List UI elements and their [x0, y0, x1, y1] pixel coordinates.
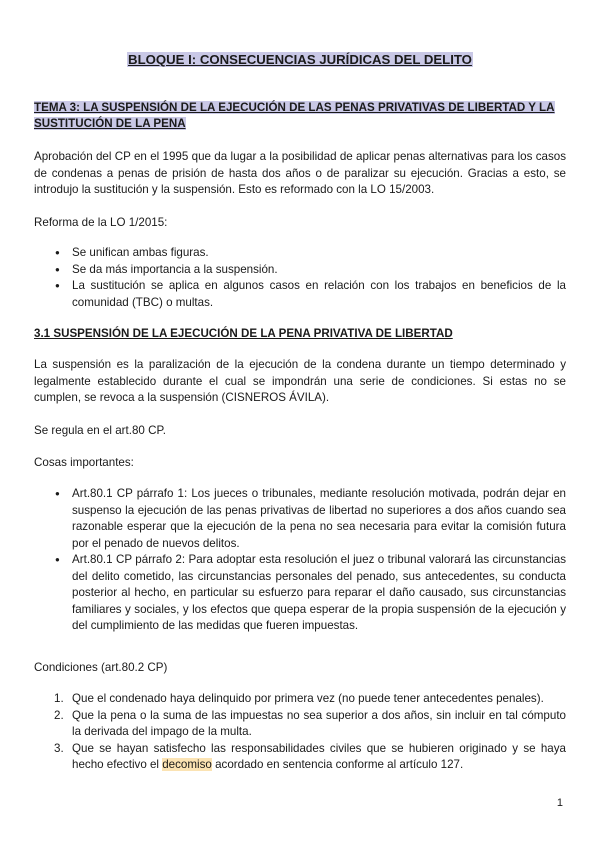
tema-heading: TEMA 3: LA SUSPENSIÓN DE LA EJECUCIÓN DE LAS PENAS PRIVATIVAS DE LIBERTAD Y LA SUSTITUCIÓN DE LA PENA	[34, 101, 555, 130]
block-title: BLOQUE I: CONSECUENCIAS JURÍDICAS DEL DELITO	[128, 52, 472, 67]
highlighted-term: decomiso	[162, 758, 212, 771]
page-number: 1	[556, 797, 563, 809]
reform-list	[72, 245, 566, 311]
suspension-definition: La suspensión es la paralización de la ejecución de la condena durante un tiempo determinado y legalmente establecido durante el cual se impondrán una serie de condiciones. Si estas no se cumplen, se revoca a la suspensión (CISNEROS ÁVILA).	[34, 358, 566, 404]
list-item: ● Art.80.1 CP párrafo 2: Para adoptar esta resolución el juez o tribunal valorará las circunstancias del delito cometido, las circunstancias personales del penado, sus antecedentes, su conducta posterior al hecho, en particular su esfuerzo para reparar el daño causado, sus circunstancias familiares y sociales, y los efectos que quepa esperar de la propia suspensión de la ejecución y del cumplimiento de las medidas que fueren impuestas.	[72, 552, 566, 635]
intro-paragraph: Aprobación del CP en el 1995 que da lugar a la posibilidad de aplicar penas alternativas para los casos de condenas a penas de prisión de hasta dos años o de paralizar su ejecución. Gracias a esto, se introdujo la sustitución y la suspensión. Esto es reformado con la LO 15/2003.	[34, 150, 566, 196]
list-item: ● Se unifican ambas figuras.	[72, 245, 566, 262]
list-item: ● La sustitución se aplica en algunos casos en relación con los trabajos en beneficios de la comunidad (TBC) o multas.	[72, 278, 566, 311]
regulation-text: Se regula en el art.80 CP.	[34, 424, 166, 437]
list-item: 1. Que el condenado haya delinquido por primera vez (no puede tener antecedentes penales).	[54, 692, 544, 705]
section-heading: 3.1 SUSPENSIÓN DE LA EJECUCIÓN DE LA PENA PRIVATIVA DE LIBERTAD	[34, 327, 453, 340]
important-list	[72, 486, 566, 635]
conditions-list	[54, 691, 566, 774]
important-label: Cosas importantes:	[34, 456, 134, 469]
list-item: 2. Que la pena o la suma de las impuestas no sea superior a dos años, sin incluir en tal cómputo la derivada del impago de la multa.	[54, 708, 566, 738]
conditions-label: Condiciones (art.80.2 CP)	[34, 661, 168, 674]
list-item: ● Se da más importancia a la suspensión.	[72, 262, 566, 279]
list-item: 3. Que se hayan satisfecho las responsabilidades civiles que se hubieren originado y se haya hecho efectivo el decomiso acordado en sentencia conforme al artículo 127.	[54, 741, 566, 771]
reform-label: Reforma de la LO 1/2015:	[34, 216, 168, 229]
list-item: ● Art.80.1 CP párrafo 1: Los jueces o tribunales, mediante resolución motivada, podrán dejar en suspenso la ejecución de las penas privativas de libertad no superiores a dos años cuando sea razonable esperar que la ejecución de la pena no sea necesaria para evitar la comisión futura por el penado de nuevos delitos.	[72, 486, 566, 552]
